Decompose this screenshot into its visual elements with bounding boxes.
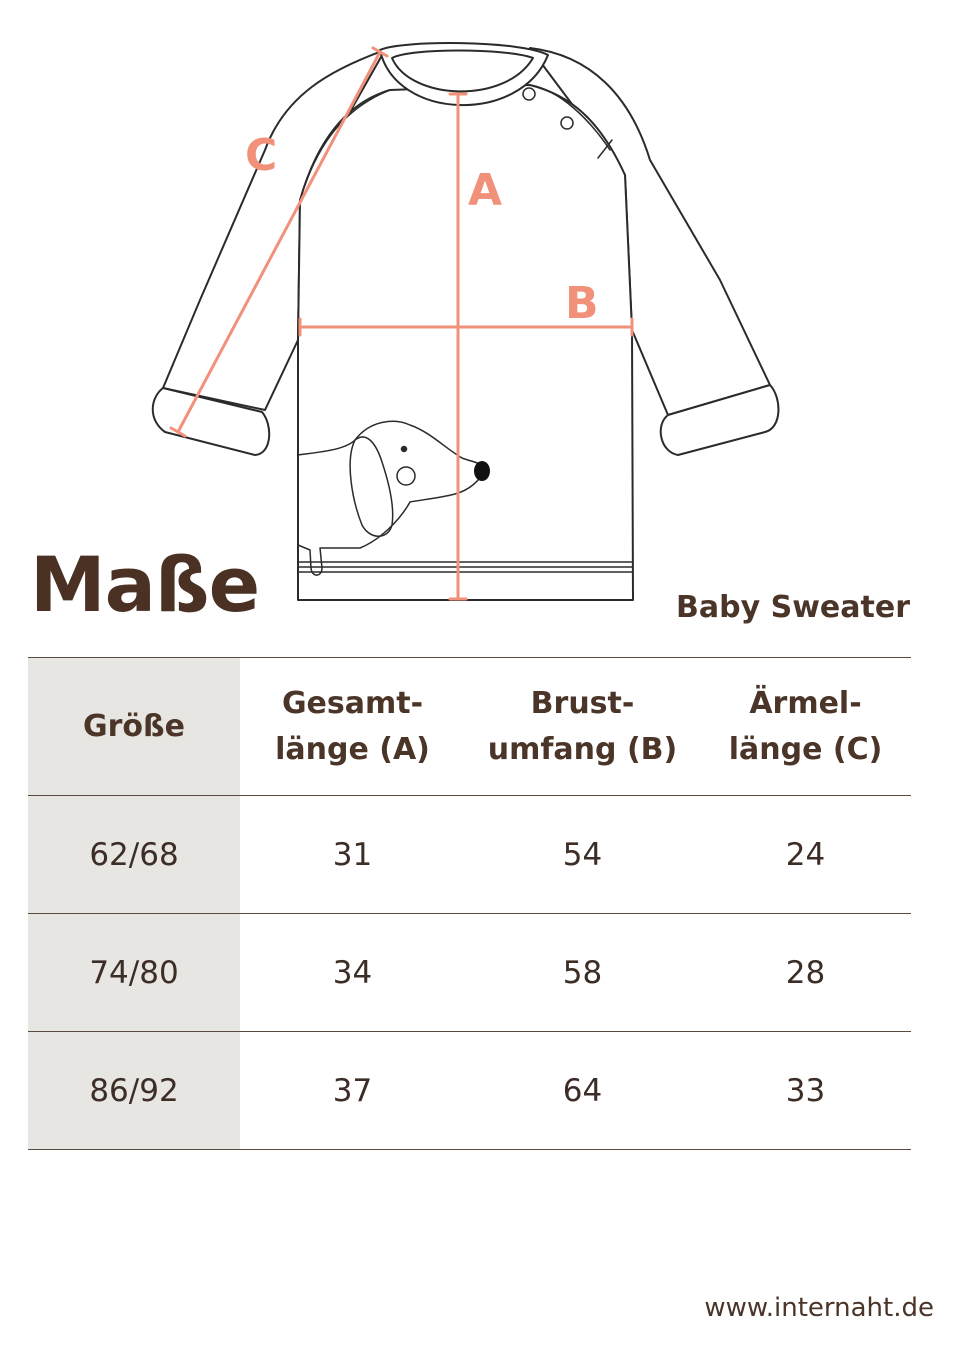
chest-cell: 54 xyxy=(465,796,700,914)
measure-label-b: B xyxy=(565,278,599,329)
measure-label-a: A xyxy=(468,165,503,216)
total-length-cell: 31 xyxy=(240,796,465,914)
column-header-chest xyxy=(465,658,700,796)
snap-button-icon xyxy=(561,117,573,129)
total-length-cell: 34 xyxy=(240,914,465,1032)
total-length-cell: 37 xyxy=(240,1032,465,1150)
website-link[interactable]: www.internaht.de xyxy=(704,1293,934,1323)
snap-button-icon xyxy=(523,88,535,100)
chest-cell: 64 xyxy=(465,1032,700,1150)
sweater-illustration xyxy=(0,0,964,620)
size-table xyxy=(28,657,911,1150)
size-cell: 86/92 xyxy=(28,1032,240,1150)
sweater-body xyxy=(298,85,633,600)
product-subtitle: Baby Sweater xyxy=(676,590,910,625)
table-header-row xyxy=(28,658,911,796)
column-header-line1: Gesamt- xyxy=(281,685,424,721)
column-header-line1: Brust- xyxy=(530,685,635,721)
table-row xyxy=(28,914,911,1032)
column-header-sleeve xyxy=(700,658,911,796)
measure-label-c: C xyxy=(245,130,278,181)
column-header-line2: umfang (B) xyxy=(487,731,678,767)
column-header-line1: Ärmel- xyxy=(749,685,862,721)
column-header-total-length xyxy=(240,658,465,796)
column-header-line2: länge (C) xyxy=(728,731,883,767)
table-row xyxy=(28,1032,911,1150)
sleeve-cell: 28 xyxy=(700,914,911,1032)
sleeve-cell: 24 xyxy=(700,796,911,914)
chest-cell: 58 xyxy=(465,914,700,1032)
sleeve-cell: 33 xyxy=(700,1032,911,1150)
size-cell: 62/68 xyxy=(28,796,240,914)
column-header-line1: Größe xyxy=(83,708,185,744)
page-title: Maße xyxy=(30,540,260,629)
column-header-size xyxy=(28,658,240,796)
size-cell: 74/80 xyxy=(28,914,240,1032)
column-header-line2: länge (A) xyxy=(275,731,430,767)
table-row xyxy=(28,796,911,914)
